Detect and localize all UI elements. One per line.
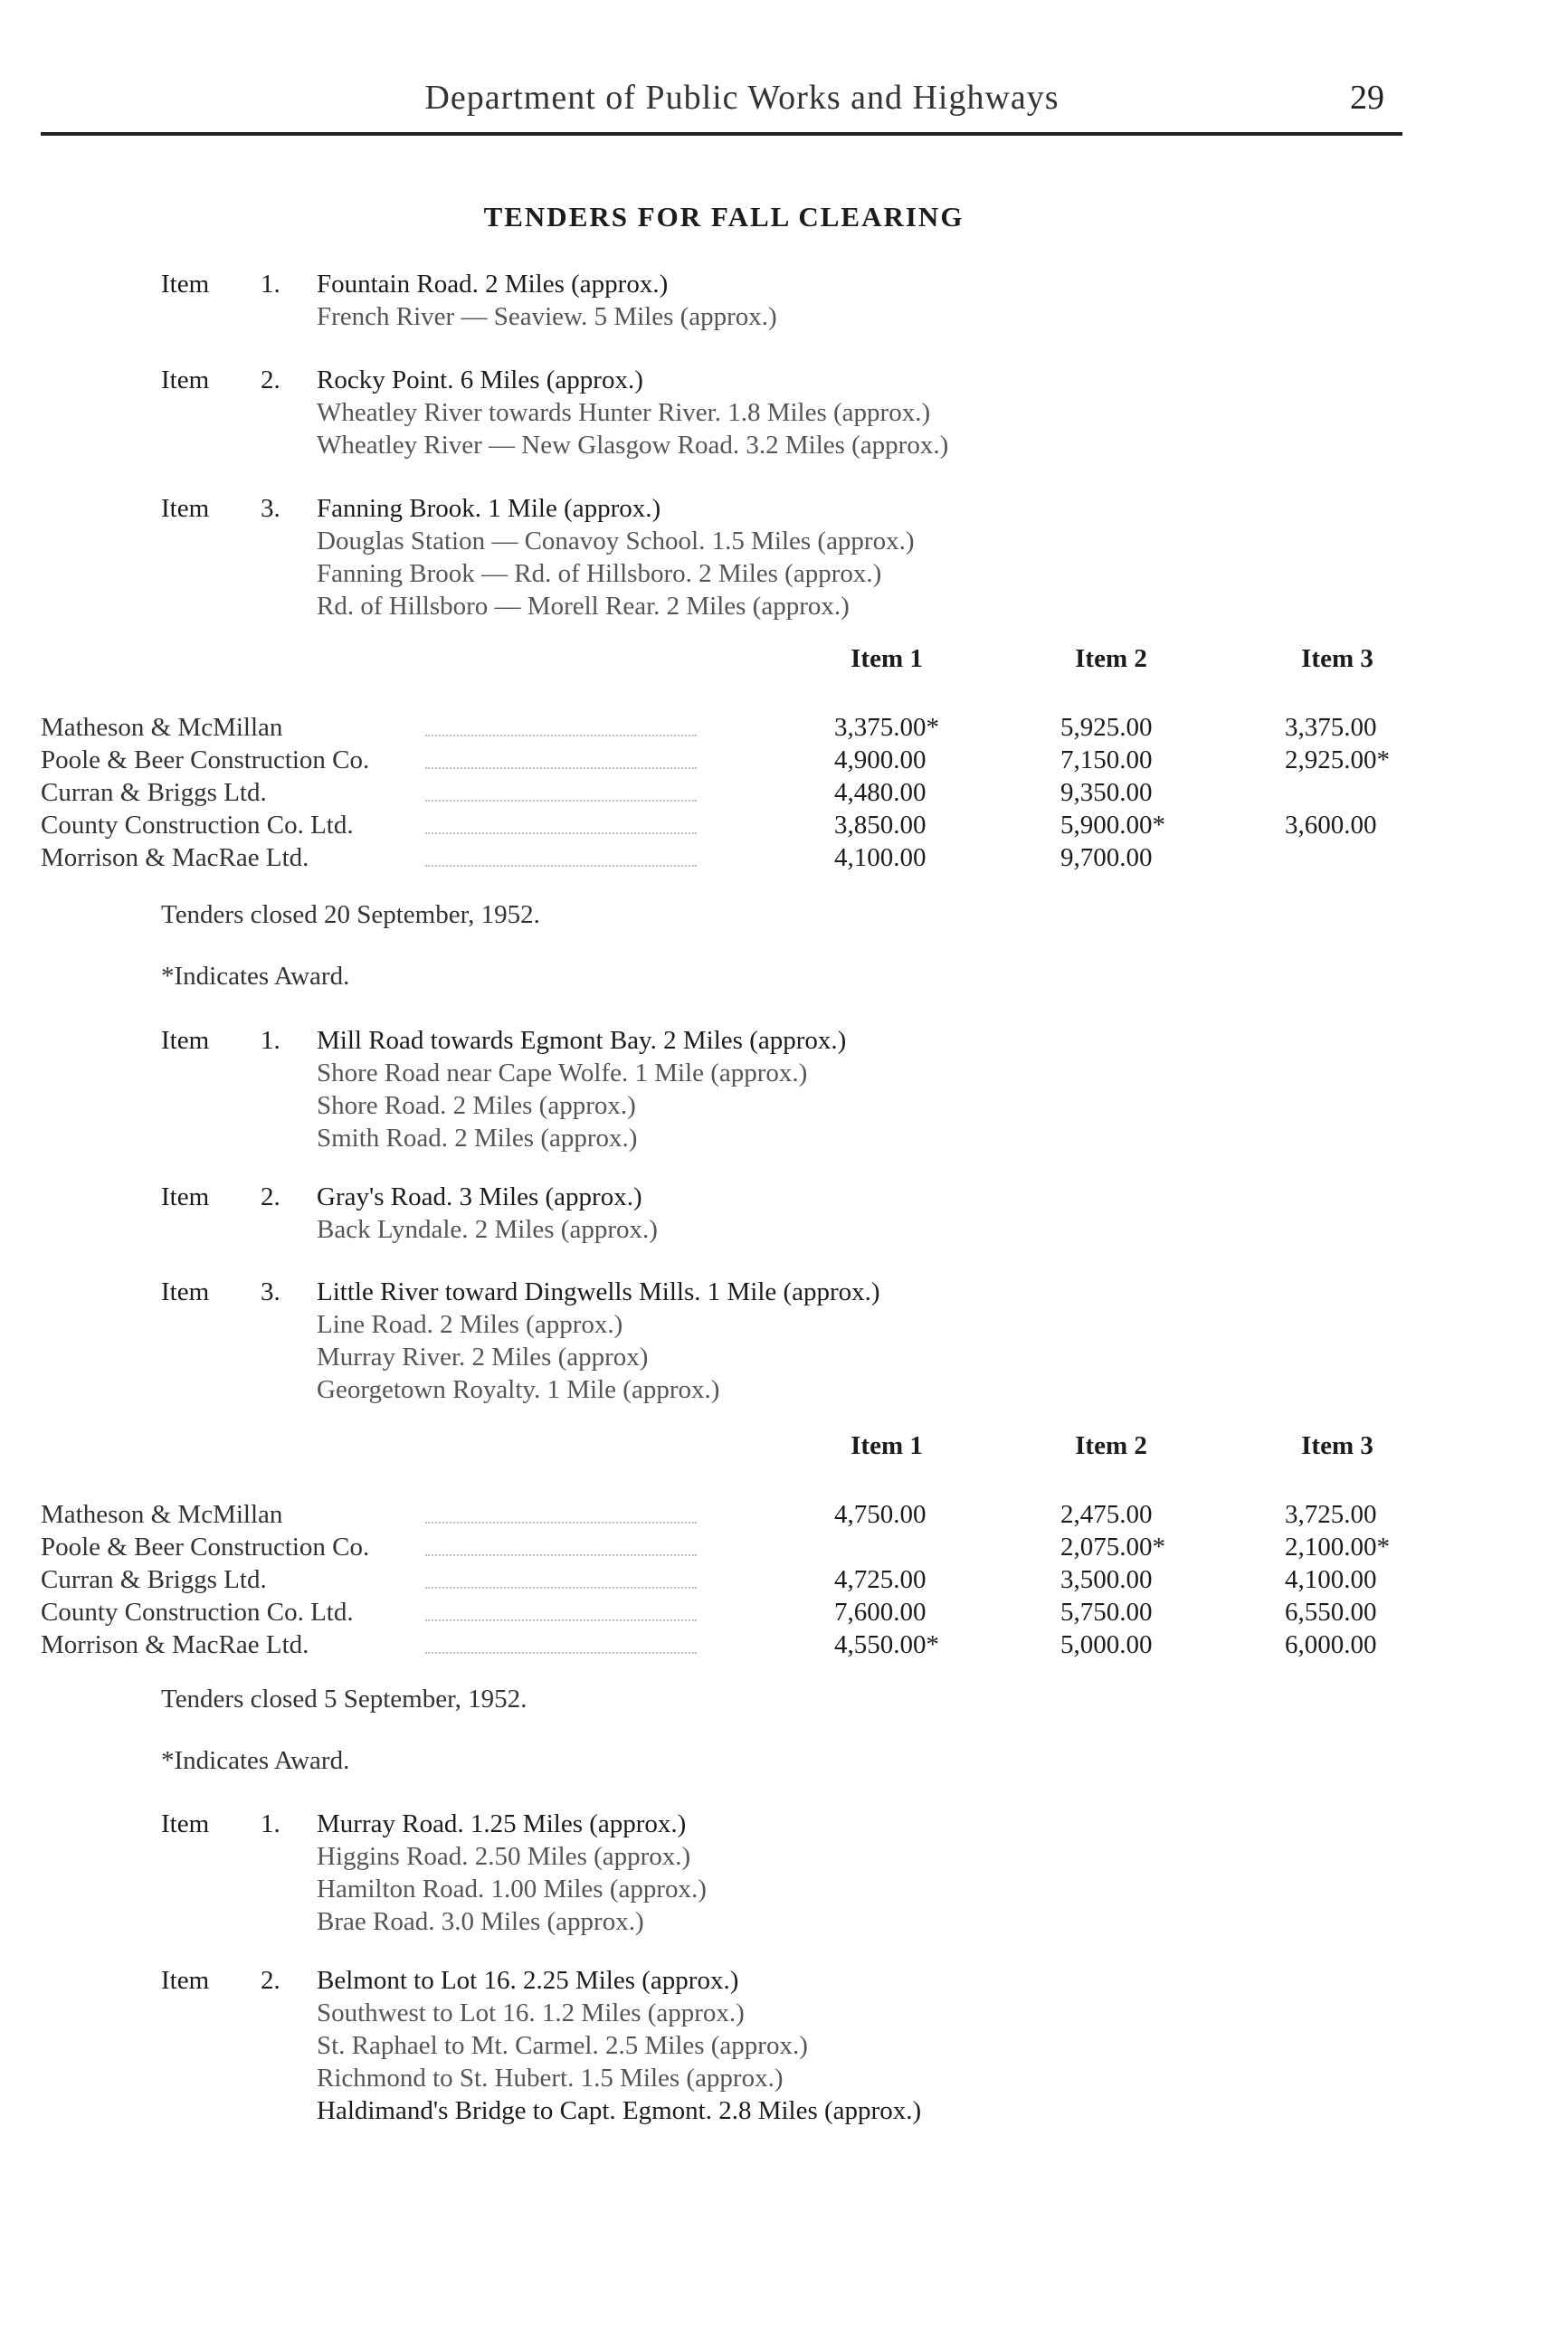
item-line: Shore Road. 2 Miles (approx.) [317,1091,636,1120]
item-line: Murray Road. 1.25 Miles (approx.) [317,1809,687,1838]
item-line: Mill Road towards Egmont Bay. 2 Miles (approx.) [317,1026,847,1055]
column-header-item-1: Item 1 [851,1431,923,1460]
item-label: Item [161,494,210,523]
tender-value: 3,725.00 [1285,1500,1377,1529]
group2-item-2 [0,1181,1357,1246]
tender-value: 4,100.00 [834,843,927,872]
contractor-name: Matheson & McMillan [41,1500,283,1529]
item-line: Higgins Road. 2.50 Miles (approx.) [317,1842,691,1871]
dot-leader [425,1652,697,1654]
contractor-name: Morrison & MacRae Ltd. [41,843,309,872]
item-number: 3. [261,1277,280,1306]
dot-leader [425,832,697,834]
tender-value: 2,075.00* [1060,1533,1165,1562]
contractor-name: Morrison & MacRae Ltd. [41,1630,309,1659]
table-row [0,1531,1448,1563]
item-line: Richmond to St. Hubert. 1.5 Miles (approx.) [317,2064,784,2093]
tenders-closed-note: Tenders closed 5 September, 1952. [161,1685,527,1714]
tenders-closed-note: Tenders closed 20 September, 1952. [161,900,540,929]
tender-value: 5,900.00* [1060,811,1165,840]
contractor-name: Curran & Briggs Ltd. [41,778,267,807]
tender-value: 9,700.00 [1060,843,1153,872]
tender-value: 9,350.00 [1060,778,1153,807]
table-row [0,1563,1448,1596]
item-line: Rd. of Hillsboro — Morell Rear. 2 Miles (approx.) [317,592,850,621]
item-line: Murray River. 2 Miles (approx) [317,1343,649,1372]
column-header-item-3: Item 3 [1301,1431,1373,1460]
item-line: Belmont to Lot 16. 2.25 Miles (approx.) [317,1966,739,1995]
tender-value: 6,550.00 [1285,1598,1377,1627]
page-header-title: Department of Public Works and Highways [424,79,1060,117]
table-row [0,809,1448,841]
table-row [0,1596,1448,1628]
item-line: Fanning Brook. 1 Mile (approx.) [317,494,661,523]
tender-value: 3,375.00 [1285,713,1377,742]
tender-value: 7,600.00 [834,1598,927,1627]
item-line: Gray's Road. 3 Miles (approx.) [317,1182,642,1211]
group3-item-2 [0,1964,1357,2127]
item-line: Douglas Station — Conavoy School. 1.5 Miles (approx.) [317,527,915,555]
group1-item-1 [0,268,1357,333]
table-row [0,744,1448,776]
table-row [0,776,1448,809]
column-header-item-3: Item 3 [1301,644,1373,673]
column-header-item-2: Item 2 [1075,644,1147,673]
tender-value: 2,100.00* [1285,1533,1390,1562]
dot-leader [425,767,697,769]
tender-value: 5,925.00 [1060,713,1153,742]
table-row [0,1498,1448,1531]
group2-item-3 [0,1276,1357,1406]
item-line: Hamilton Road. 1.00 Miles (approx.) [317,1875,707,1904]
item-number: 2. [261,1182,280,1211]
table-row [0,1628,1448,1661]
item-number: 2. [261,366,280,394]
section-title: TENDERS FOR FALL CLEARING [483,201,965,233]
item-label: Item [161,1966,210,1995]
tender-value: 7,150.00 [1060,745,1153,774]
contractor-name: Curran & Briggs Ltd. [41,1565,267,1594]
column-header-item-1: Item 1 [851,644,923,673]
item-line: Fanning Brook — Rd. of Hillsboro. 2 Miles (approx.) [317,559,882,588]
item-line: Fountain Road. 2 Miles (approx.) [317,270,669,299]
item-label: Item [161,366,210,394]
item-label: Item [161,1182,210,1211]
item-line: French River — Seaview. 5 Miles (approx.) [317,302,777,331]
dot-leader [425,800,697,802]
page-number: 29 [1350,79,1384,117]
tender-value: 4,725.00 [834,1565,927,1594]
item-line: Little River toward Dingwells Mills. 1 Mile (approx.) [317,1277,880,1306]
item-number: 1. [261,1809,280,1838]
tender-value: 4,100.00 [1285,1565,1377,1594]
table-row [0,841,1448,874]
dot-leader [425,1554,697,1556]
table-row [0,711,1448,744]
tender-value: 2,475.00 [1060,1500,1153,1529]
item-line: Shore Road near Cape Wolfe. 1 Mile (approx.) [317,1059,808,1087]
dot-leader [425,1587,697,1589]
item-line: Southwest to Lot 16. 1.2 Miles (approx.) [317,1998,745,2027]
award-note: *Indicates Award. [161,1746,350,1775]
item-line: Brae Road. 3.0 Miles (approx.) [317,1907,644,1936]
page-header [41,78,1402,136]
item-line: St. Raphael to Mt. Carmel. 2.5 Miles (approx.) [317,2031,808,2060]
item-line: Haldimand's Bridge to Capt. Egmont. 2.8 Miles (approx.) [317,2096,922,2125]
item-line: Rocky Point. 6 Miles (approx.) [317,366,643,394]
item-line: Georgetown Royalty. 1 Mile (approx.) [317,1375,720,1404]
award-note: *Indicates Award. [161,962,350,991]
column-header-item-2: Item 2 [1075,1431,1147,1460]
item-number: 1. [261,1026,280,1055]
tender-value: 2,925.00* [1285,745,1390,774]
dot-leader [425,1619,697,1621]
group3-item-1 [0,1808,1357,1938]
contractor-name: Matheson & McMillan [41,713,283,742]
item-label: Item [161,1277,210,1306]
tender-value: 3,375.00* [834,713,939,742]
dot-leader [425,1522,697,1524]
item-label: Item [161,1809,210,1838]
tender-value: 4,750.00 [834,1500,927,1529]
tender-value: 4,550.00* [834,1630,939,1659]
tender-value: 3,600.00 [1285,811,1377,840]
item-label: Item [161,1026,210,1055]
contractor-name: Poole & Beer Construction Co. [41,1533,370,1562]
item-line: Back Lyndale. 2 Miles (approx.) [317,1215,658,1244]
dot-leader [425,735,697,736]
item-number: 2. [261,1966,280,1995]
contractor-name: County Construction Co. Ltd. [41,811,354,840]
contractor-name: County Construction Co. Ltd. [41,1598,354,1627]
group2-item-1 [0,1024,1357,1154]
item-number: 1. [261,270,280,299]
item-line: Line Road. 2 Miles (approx.) [317,1310,623,1339]
item-line: Smith Road. 2 Miles (approx.) [317,1124,638,1153]
tender-value: 4,900.00 [834,745,927,774]
tender-value: 3,500.00 [1060,1565,1153,1594]
tender-value: 5,000.00 [1060,1630,1153,1659]
tender-value: 5,750.00 [1060,1598,1153,1627]
item-label: Item [161,270,210,299]
tender-value: 4,480.00 [834,778,927,807]
item-line: Wheatley River — New Glasgow Road. 3.2 Miles (approx.) [317,431,949,460]
tender-value: 6,000.00 [1285,1630,1377,1659]
group1-item-2 [0,364,1357,461]
item-line: Wheatley River towards Hunter River. 1.8 Miles (approx.) [317,398,931,427]
tender-value: 3,850.00 [834,811,927,840]
contractor-name: Poole & Beer Construction Co. [41,745,370,774]
dot-leader [425,865,697,867]
group1-item-3 [0,492,1357,622]
item-number: 3. [261,494,280,523]
